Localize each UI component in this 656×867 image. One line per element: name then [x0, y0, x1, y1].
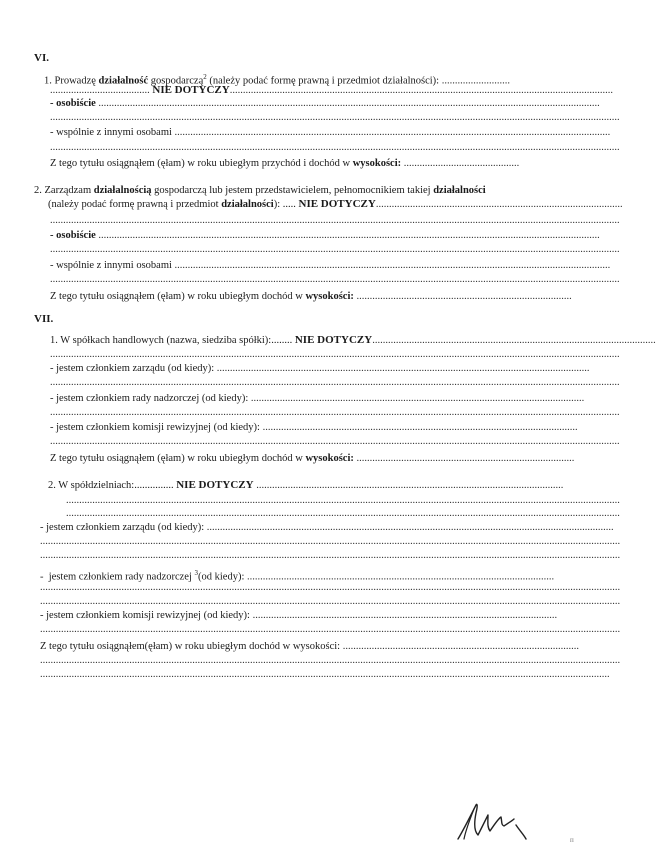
- vii-item2-footnote-ref: 3: [194, 569, 199, 577]
- vii-item2-not-applicable: NIE DOTYCZY: [176, 479, 254, 491]
- vi-item2-bold-business: działalności: [433, 185, 486, 196]
- vii-item2-line1: 2. W spółdzielniach:............... NIE DOTYCZY .....................................................................................................................: [48, 479, 564, 491]
- vi-item2-income-line: Z tego tytułu osiągnąłem (ęłam) w roku ubiegłym dochód w wysokości: ..................................................................................: [50, 291, 572, 302]
- vi-item2-fill-line-2: .........................................................................................................................................................................................................................: [50, 244, 620, 255]
- vi-item2-text-d: ): .....: [273, 199, 296, 210]
- vii-item2-income-line: Z tego tytułu osiągnąłem(ęłam) w roku ubiegłym dochód w wysokości: ..........................................................................................: [40, 641, 579, 652]
- vi-item2-bold-business-2: działalności: [221, 199, 274, 210]
- vi-item2-fill-line-3: .........................................................................................................................................................................................................................: [50, 274, 620, 285]
- vi-item1-text-a: 1. Prowadzę: [44, 75, 99, 87]
- vii-item2-fill-line-5: .............................................................................................................................................................................................................................: [40, 582, 621, 593]
- vii-item2-fill-line-6: .............................................................................................................................................................................................................................: [40, 596, 621, 607]
- vii-item2-audit-label: - jestem członkiem komisji rewizyjnej (od kiedy):: [40, 610, 250, 621]
- section-vii-heading: VII.: [34, 313, 54, 325]
- vii-item2-fill-line-9: .........................................................................................................................................................................................................................: [40, 669, 610, 680]
- vii-item1-board-label: - jestem członkiem zarządu (od kiedy):: [50, 363, 215, 374]
- vi-item2-personal-label: - osobiście: [50, 230, 96, 241]
- vii-item2-fill-line-4: .............................................................................................................................................................................................................................: [40, 550, 621, 561]
- vii-item2-fill-line-7: .............................................................................................................................................................................................................................: [40, 624, 621, 635]
- vi-item1-nd-line: ...................................... NIE DOTYCZY..................................................................................................................................................: [50, 84, 613, 96]
- vii-item1-supervisory-label: - jestem członkiem rady nadzorczej (od kiedy):: [50, 393, 249, 404]
- vi-item1-text-c: (należy podać formę prawną i przedmiot działalności):: [206, 75, 440, 87]
- vii-item1-audit-line: - jestem członkiem komisji rewizyjnej (od kiedy): ........................................................................................................................: [50, 422, 578, 433]
- vii-item2-fill-line-2: ...................................................................................................................................................................................................................: [66, 508, 620, 519]
- vi-item1-personal-line: - osobiście ...............................................................................................................................................................................................: [50, 98, 600, 109]
- vi-item1-footnote-ref: 2: [203, 73, 207, 81]
- vi-item2-text-c: (należy podać formę prawną i przedmiot: [48, 199, 222, 210]
- vi-item2-bold-managing: działalnością: [93, 185, 152, 196]
- vii-item2-board-line: - jestem członkiem zarządu (od kiedy): ...........................................................................................................................................................: [40, 522, 614, 533]
- vii-item1-fill-line-2: .........................................................................................................................................................................................................................: [50, 377, 620, 388]
- vi-item2-income-label: Z tego tytułu osiągnąłem (ęłam) w roku ubiegłym dochód w: [50, 291, 306, 302]
- handwritten-signature: [454, 795, 534, 845]
- vi-item1-fill-line-2: .........................................................................................................................................................................................................................: [50, 142, 620, 153]
- vii-item1-board-line: - jestem członkiem zarządu (od kiedy): ..............................................................................................................................................: [50, 363, 590, 374]
- page-mark: п: [570, 836, 574, 844]
- vi-item1-income-line: Z tego tytułu osiągnąłem (ęłam) w roku ubiegłym przychód i dochód w wysokości: ............................................: [50, 158, 520, 169]
- vi-item2-line1: [34, 184, 586, 197]
- vii-item1-income-label: Z tego tytułu osiągnąłem (ęłam) w roku ubiegłym dochód w: [50, 453, 306, 464]
- vii-item2-supervisory-label: - jestem członkiem rady nadzorczej: [40, 571, 195, 583]
- vii-item2-audit-line: - jestem członkiem komisji rewizyjnej (od kiedy): ....................................................................................................................: [40, 610, 558, 621]
- vi-item1-income-bold: wysokości:: [352, 158, 402, 169]
- vii-item1-income-bold: wysokości:: [305, 453, 354, 464]
- vi-item2-jointly-label: - wspólnie z innymi osobami: [50, 260, 172, 271]
- vii-item2-supervisory-when: (od kiedy):: [198, 571, 245, 583]
- vi-item2-income-bold: wysokości:: [305, 291, 354, 302]
- vii-item2-income-label: Z tego tytułu osiągnąłem(ęłam) w roku ubiegłym dochód w wysokości:: [40, 641, 341, 652]
- vii-item1-line1: 1. W spółkach handlowych (nazwa, siedziba spółki):........ NIE DOTYCZY............................................................................................................: [50, 334, 656, 346]
- vi-item2-jointly-line: - wspólnie z innymi osobami ......................................................................................................................................................................: [50, 260, 611, 271]
- vii-item2-fill-line-1: ...................................................................................................................................................................................................................: [66, 495, 620, 506]
- vi-item1-bold-business: działalność: [98, 75, 149, 87]
- vii-item2-fill-line-3: .............................................................................................................................................................................................................................: [40, 536, 621, 547]
- vii-item1-not-applicable: NIE DOTYCZY: [294, 334, 373, 346]
- vii-item2-label: 2. W spółdzielniach:...............: [48, 480, 174, 491]
- vii-item1-supervisory-line: - jestem członkiem rady nadzorczej (od kiedy): ...............................................................................................................................: [50, 393, 585, 404]
- vi-item1-personal-label: - osobiście: [50, 98, 96, 109]
- section-vi-heading: VI.: [34, 52, 49, 64]
- vii-item1-label: 1. W spółkach handlowych (nazwa, siedziba spółki):........: [50, 335, 293, 346]
- vi-item2-text-a: 2. Zarządzam: [34, 185, 94, 196]
- vii-item1-audit-label: - jestem członkiem komisji rewizyjnej (od kiedy):: [50, 422, 260, 433]
- vi-item2-fill-line-1: .........................................................................................................................................................................................................................: [50, 215, 620, 226]
- vii-item1-fill-line-1: .........................................................................................................................................................................................................................: [50, 349, 620, 360]
- vi-item2-text-b: gospodarczą lub jestem przedstawicielem, pełnomocnikiem takiej: [151, 185, 434, 196]
- vi-item2-line2: (należy podać formę prawną i przedmiot działalności): ..... NIE DOTYCZY..............................................................................................: [48, 198, 623, 210]
- vi-item1-line1: 1. Prowadzę działalność gospodarczą$^2$ (należy podać formę prawną i przedmiot działalności): ..........................: [44, 73, 510, 87]
- vi-item1-not-applicable: NIE DOTYCZY: [152, 84, 230, 96]
- vii-item2-fill-line-8: .............................................................................................................................................................................................................................: [40, 655, 621, 666]
- vi-item1-text-b: gospodarczą: [148, 75, 204, 87]
- vi-item1-income-label: Z tego tytułu osiągnąłem (ęłam) w roku ubiegłym przychód i dochód w: [50, 158, 353, 169]
- vii-item1-fill-line-3: .........................................................................................................................................................................................................................: [50, 407, 620, 418]
- vi-item1-jointly-label: - wspólnie z innymi osobami: [50, 127, 172, 138]
- vii-item2-supervisory-line: - jestem członkiem rady nadzorczej $^3$(od kiedy): .....................................................................................................................: [40, 569, 555, 583]
- vii-item1-income-line: Z tego tytułu osiągnąłem (ęłam) w roku ubiegłym dochód w wysokości: ...................................................................................: [50, 453, 575, 464]
- vi-item2-not-applicable: NIE DOTYCZY: [298, 198, 376, 210]
- vi-item1-fill-line-1: .........................................................................................................................................................................................................................: [50, 112, 620, 123]
- vi-item1-jointly-line: - wspólnie z innymi osobami ......................................................................................................................................................................: [50, 127, 611, 138]
- vii-item1-fill-line-4: .........................................................................................................................................................................................................................: [50, 436, 620, 447]
- vii-item2-board-label: - jestem członkiem zarządu (od kiedy):: [40, 522, 205, 533]
- vi-item2-personal-line: - osobiście ...............................................................................................................................................................................................: [50, 230, 600, 241]
